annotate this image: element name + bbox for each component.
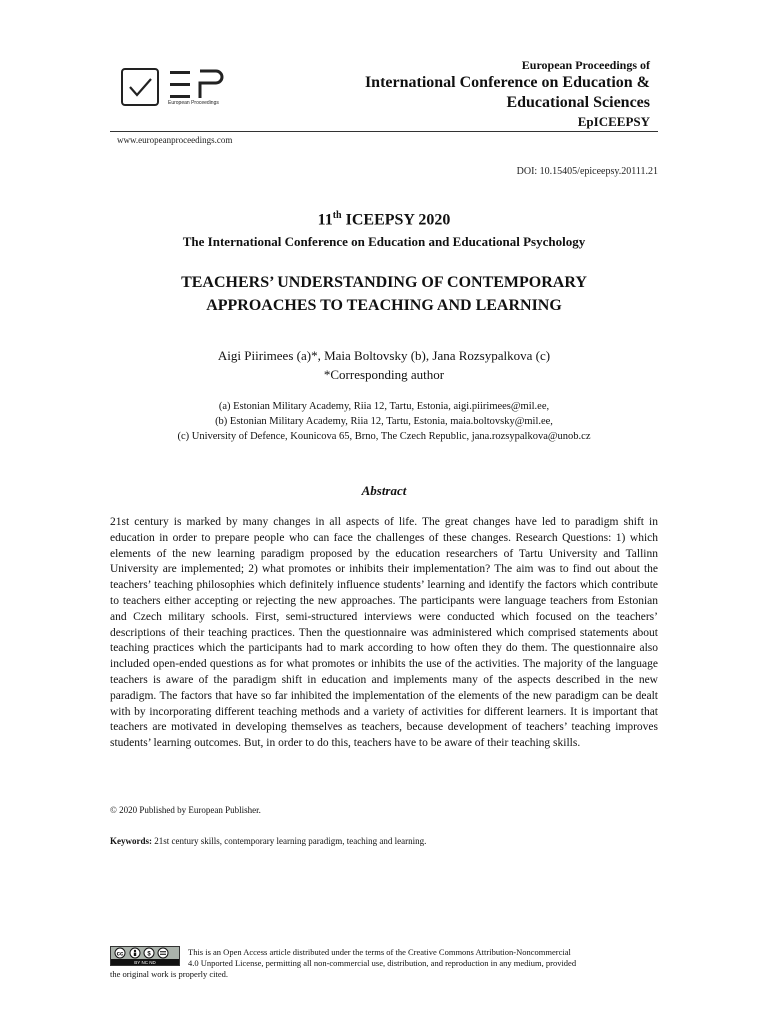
ep-logo-icon [168,68,224,102]
license-notice [110,947,658,980]
svg-text:cc: cc [116,951,124,958]
abstract-text: 21st century is marked by many changes in all aspects of life. The great changes have led to paradigm shift in education in order to prepare people who can face the challenges of these changes. Research Questions: 1) which elements of the new learning paradigm proposed by the education researchers of Tartu University and Tallinn University are implemented; 2) what promotes or inhibits their implementation? The aim was to find out about the teachers’ teaching philosophies which definitely influence students’ learning and identify the factors which contribute to teachers either accepting or rejecting the new approaches. The participants were language teachers from Estonian and Czech military schools. First, semi-structured interviews were conducted which focused on the teachers’ descriptions of their teaching practices. Then the questionnaire was administered which comprised statements about teaching practices which the participants had to mark according to how often they do them. The questionnaire also included open-ended questions as for what promotes or inhibits the use of the activities. The majority of the language teachers is aware of the paradigm shift in education and implements many of the aspects described in the new paradigm. The factors that have so far inhibited the implementation of the elements of the new paradigm can be dealt with by incorporating different teaching methods and a variety of activities for different learners. It is important that teachers are motivated in developing themselves as teachers, because development of teachers’ teaching improves students’ learning outcomes. But, in order to do this, teachers have to be aware of their teaching skills. [110,516,658,750]
paper-title-line2: APPROACHES TO TEACHING AND LEARNING [206,297,562,314]
conference-ordinal: th [332,210,342,221]
paper-title [0,271,768,317]
paper-title-line1: TEACHERS’ UNDERSTANDING OF CONTEMPORARY [181,274,587,291]
doi-link[interactable]: DOI: 10.15405/epiceepsy.20111.21 [516,166,658,177]
license-line1: This is an Open Access article distributed under the terms of the Creative Commons Attribution-Noncommercial [188,947,571,957]
journal-header [250,57,650,131]
journal-title-line1: International Conference on Education & [364,74,650,91]
corresponding-author-note: *Corresponding author [323,367,445,382]
journal-title-line2: Educational Sciences [506,94,650,111]
affiliation-b: (b) Estonian Military Academy, Riia 12, Tartu, Estonia, maia.boltovsky@mil.ee, [215,416,553,427]
license-line2: 4.0 Unported License, permitting all non-commercial use, distribution, and reproduction in any medium, provided [188,958,577,968]
journal-acronym: EpICEEPSY [577,114,650,129]
website-link[interactable]: www.europeanproceedings.com [117,135,233,145]
license-line3: the original work is properly cited. [110,969,229,979]
affiliations [0,399,768,444]
keywords-label: Keywords: [110,836,152,846]
series-name: European Proceedings of [521,58,650,72]
copyright-notice: © 2020 Published by European Publisher. [110,805,261,815]
conference-title [0,210,768,229]
conference-full-name: The International Conference on Education and Educational Psychology [182,234,586,249]
author-list: Aigi Piirimees (a)*, Maia Boltovsky (b), Jana Rozsypalkova (c) [217,348,551,363]
affiliation-a: (a) Estonian Military Academy, Riia 12, Tartu, Estonia, aigi.piirimees@mil.ee, [218,401,550,412]
publisher-logo-checkbox-icon [121,68,159,106]
header-divider [110,131,658,132]
author-block [0,346,768,384]
svg-text:$: $ [147,951,151,958]
keywords [110,836,426,846]
conference-name: ICEEPSY 2020 [341,211,451,229]
cc-badge-text: BY NC ND [134,960,156,965]
affiliation-c: (c) University of Defence, Kounicova 65, Brno, The Czech Republic, jana.rozsypalkova@unob.cz [177,431,591,442]
abstract-heading: Abstract [361,483,407,498]
keywords-list: 21st century skills, contemporary learning paradigm, teaching and learning. [152,836,427,846]
conference-number: 11 [317,211,333,229]
logo-caption: European Proceedings [168,100,219,106]
